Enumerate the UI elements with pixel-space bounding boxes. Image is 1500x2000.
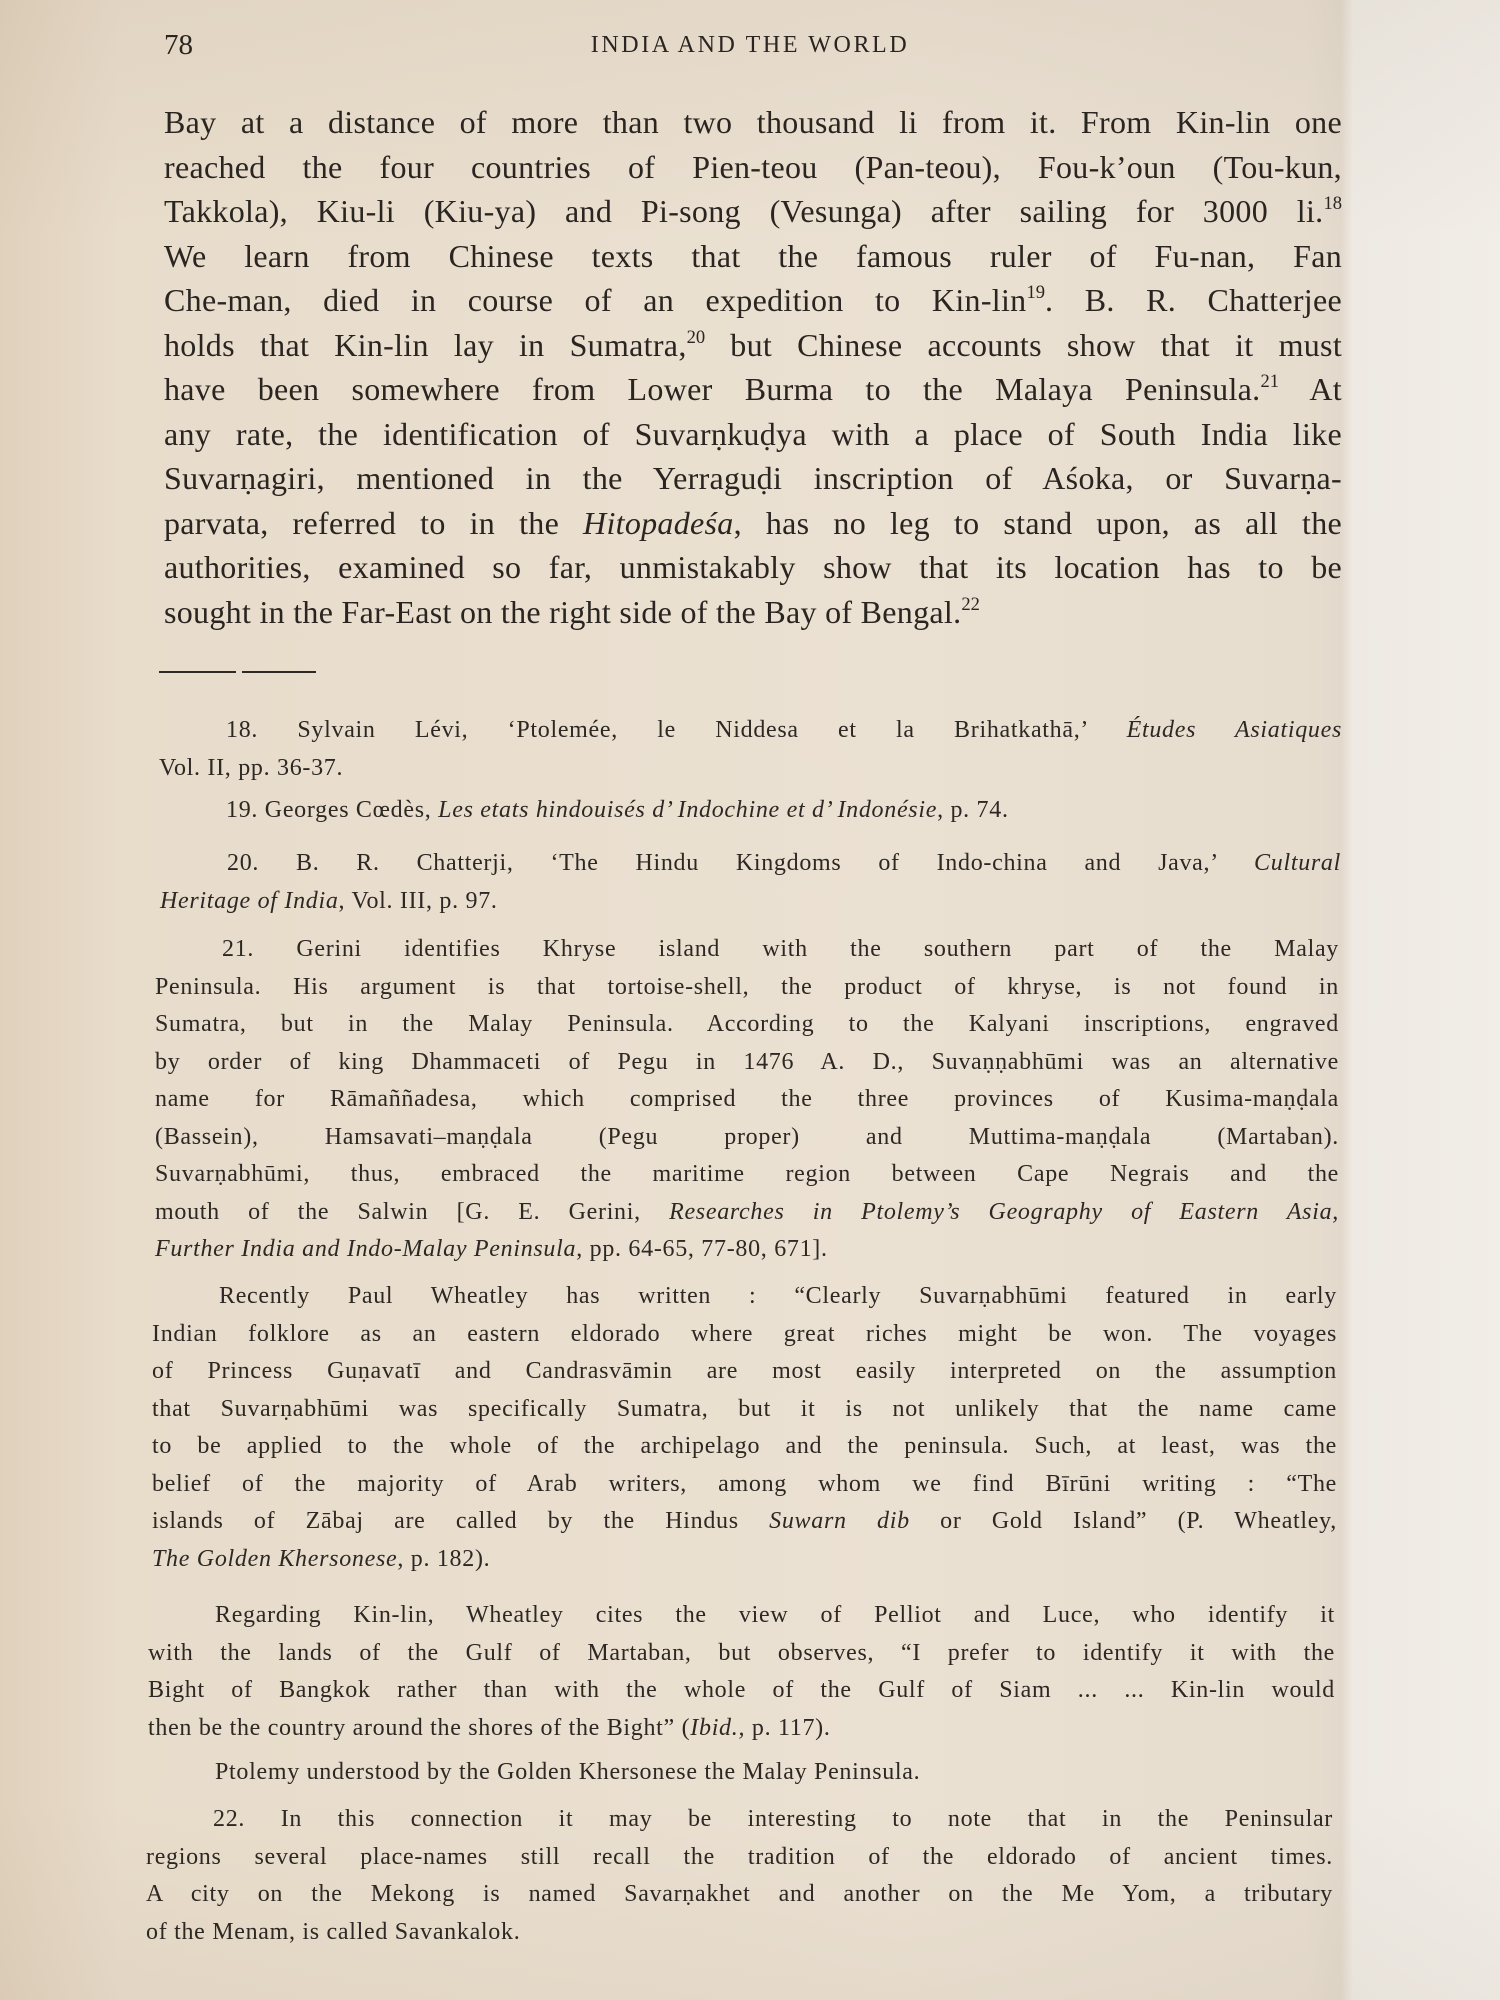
text-line xyxy=(155,1006,1339,1044)
text-line xyxy=(155,1119,1339,1157)
text-segment: At xyxy=(1279,371,1342,407)
text-line xyxy=(148,1710,1335,1748)
footnote-reference: 18 xyxy=(1323,193,1342,215)
footnote-18 xyxy=(159,712,1342,787)
text-segment: have been somewhere from Lower Burma to the Malaya Peninsula. xyxy=(164,371,1261,407)
text-segment: Che-man, died in course of an expedition to Kin-lin xyxy=(164,282,1027,318)
text-segment: Suvarṇabhūmi, thus, embraced the maritime region between Cape Negrais and the xyxy=(155,1161,1339,1187)
italic-text: Suwarn dib xyxy=(769,1508,910,1534)
text-line xyxy=(164,234,1342,279)
text-segment: We learn from Chinese texts that the famous ruler of Fu-nan, Fan xyxy=(164,237,1342,274)
text-line xyxy=(164,323,1342,368)
text-segment: name for Rāmaññadesa, which comprised the three provinces of Kusima-maṇḍala xyxy=(155,1086,1339,1112)
running-title: INDIA AND THE WORLD xyxy=(590,32,910,58)
text-segment: Vol. II, pp. 36-37. xyxy=(159,754,344,781)
text-segment: reached the four countries of Pien-teou (Pan-teou), Fou-k’oun (Tou-kun, xyxy=(164,148,1342,185)
text-segment: , p. 74. xyxy=(937,797,1009,823)
footnote-rule-left xyxy=(159,671,236,673)
text-segment: 19. Georges Cœdès, xyxy=(226,797,439,823)
text-segment: 20. B. R. Chatterji, ‘The Hindu Kingdoms of Indo-china and Java,’ xyxy=(227,850,1255,876)
footnote-19 xyxy=(159,792,1342,830)
text-segment: of Princess Guṇavatī and Candrasvāmin are most easily interpreted on the assumption xyxy=(152,1358,1337,1384)
text-segment: authorities, examined so far, unmistakably show that its location has to be xyxy=(164,549,1342,585)
footnote-reference: 20 xyxy=(686,326,706,348)
italic-text: The Golden Khersonese xyxy=(152,1545,398,1572)
text-line xyxy=(160,883,1341,921)
text-line xyxy=(159,712,1342,750)
text-segment: A city on the Mekong is named Savarṇakhet and another on the Me Yom, a tributary xyxy=(146,1881,1333,1907)
text-segment: Takkola), Kiu-li (Kiu-ya) and Pi-song (Vesunga) after sailing for 3000 li. xyxy=(164,193,1324,229)
text-line xyxy=(146,1801,1333,1839)
text-line xyxy=(152,1428,1337,1466)
text-line xyxy=(152,1391,1337,1429)
italic-text: Hitopadeśa xyxy=(583,504,734,541)
text-segment: Ptolemy understood by the Golden Khersonese the Malay Peninsula. xyxy=(215,1759,921,1785)
text-segment: holds that Kin-lin lay in Sumatra, xyxy=(164,326,687,363)
text-line xyxy=(146,1914,1333,1952)
text-line xyxy=(159,792,1342,830)
text-line xyxy=(164,412,1342,457)
text-line xyxy=(164,501,1342,546)
footnote-reference: 19 xyxy=(1026,282,1045,304)
text-line xyxy=(146,1876,1333,1914)
text-segment: to be applied to the whole of the archipelago and the peninsula. Such, at least, was the xyxy=(152,1433,1337,1459)
text-segment: then be the country around the shores of the Bight” ( xyxy=(148,1714,691,1741)
text-line xyxy=(146,1839,1333,1877)
text-segment: , has no leg to stand upon, as all the xyxy=(733,504,1342,541)
text-line xyxy=(155,1194,1339,1232)
text-segment: 21. Gerini identifies Khryse island with the southern part of the Malay xyxy=(222,936,1339,962)
text-line xyxy=(155,1081,1339,1119)
footnote-rule-right xyxy=(242,671,316,673)
italic-text: Heritage of India xyxy=(160,887,339,914)
body-paragraph xyxy=(164,100,1342,634)
text-line xyxy=(160,845,1341,883)
text-line xyxy=(155,969,1339,1007)
text-segment: mouth of the Salwin [G. E. Gerini, xyxy=(155,1198,670,1225)
text-segment: Peninsula. His argument is that tortoise-shell, the product of khryse, is not found in xyxy=(155,973,1339,1000)
text-segment: Bight of Bangkok rather than with the whole of the Gulf of Siam ... ... Kin-lin would xyxy=(148,1677,1335,1703)
text-line xyxy=(148,1672,1335,1710)
text-line xyxy=(164,189,1342,234)
text-segment: Indian folklore as an eastern eldorado where great riches might be won. The voyages xyxy=(152,1320,1337,1347)
text-line xyxy=(152,1278,1337,1316)
text-segment: any rate, the identification of Suvarṇkuḍya with a place of South India like xyxy=(164,415,1342,452)
text-line xyxy=(159,750,1342,788)
text-line xyxy=(164,278,1342,323)
italic-text: Les etats hindouisés d’ Indochine et d’ Indonésie xyxy=(438,797,938,823)
text-line xyxy=(155,931,1339,969)
text-segment: islands of Zābaj are called by the Hindus xyxy=(152,1508,770,1534)
text-segment: regions several place-names still recall the tradition of the eldorado of ancient times. xyxy=(146,1843,1333,1870)
text-segment: or Gold Island” (P. Wheatley, xyxy=(909,1508,1337,1534)
text-line xyxy=(152,1541,1337,1579)
text-line xyxy=(164,100,1342,145)
text-segment: Regarding Kin-lin, Wheatley cites the view of Pelliot and Luce, who identify it xyxy=(215,1602,1335,1628)
text-segment: by order of king Dhammaceti of Pegu in 1476 A. D., Suvaṇṇabhūmi was an alternative xyxy=(155,1048,1339,1075)
text-segment: , p. 182). xyxy=(397,1545,491,1572)
text-segment: Bay at a distance of more than two thousand li from it. From Kin-lin one xyxy=(164,104,1342,140)
text-segment: 22. In this connection it may be interesting to note that in the Peninsular xyxy=(213,1806,1333,1832)
footnote-reference: 22 xyxy=(961,593,980,615)
text-segment: belief of the majority of Arab writers, among whom we find Bīrūni writing : “The xyxy=(152,1470,1337,1497)
text-segment: parvata, referred to in the xyxy=(164,504,584,541)
italic-text: Cultural xyxy=(1254,850,1341,876)
footnote-reference: 21 xyxy=(1260,371,1280,393)
page-number: 78 xyxy=(164,29,193,61)
italic-text: Researches in Ptolemy’s Geography of Eastern Asia, xyxy=(669,1198,1339,1225)
text-line xyxy=(155,1044,1339,1082)
text-segment: , pp. 64-65, 77-80, 671]. xyxy=(576,1236,828,1262)
text-segment: (Bassein), Hamsavati–maṇḍala (Pegu proper) and Muttima-maṇḍala (Martaban). xyxy=(155,1123,1339,1150)
text-line xyxy=(152,1503,1337,1541)
text-line xyxy=(148,1754,1335,1792)
footnote-21 xyxy=(155,931,1339,1269)
text-line xyxy=(152,1316,1337,1354)
text-segment: sought in the Far-East on the right side of the Bay of Bengal. xyxy=(164,593,962,630)
text-line xyxy=(148,1635,1335,1673)
italic-text: Ibid., xyxy=(690,1714,746,1741)
text-segment: , Vol. III, p. 97. xyxy=(338,887,498,914)
text-line xyxy=(155,1156,1339,1194)
text-line xyxy=(152,1466,1337,1504)
text-segment: Suvarṇagiri, mentioned in the Yerraguḍi inscription of Aśoka, or Suvarṇa- xyxy=(164,460,1342,496)
text-line xyxy=(164,367,1342,412)
text-segment: Recently Paul Wheatley has written : “Clearly Suvarṇabhūmi featured in early xyxy=(219,1283,1337,1309)
text-line xyxy=(164,545,1342,590)
text-segment: Sumatra, but in the Malay Peninsula. According to the Kalyani inscriptions, engraved xyxy=(155,1011,1339,1037)
text-segment: . B. R. Chatterjee xyxy=(1045,282,1342,318)
footnote-22 xyxy=(146,1801,1333,1951)
footnote-20 xyxy=(160,845,1341,920)
text-segment: 18. Sylvain Lévi, ‘Ptolemée, le Niddesa et la Brihatkathā,’ xyxy=(226,717,1127,743)
text-line xyxy=(148,1597,1335,1635)
text-segment: that Suvarṇabhūmi was specifically Sumatra, but it is not unlikely that the name came xyxy=(152,1395,1337,1422)
footnote-21-kin-lin-paragraph xyxy=(148,1597,1335,1747)
text-segment: but Chinese accounts show that it must xyxy=(705,326,1343,363)
text-segment: with the lands of the Gulf of Martaban, but observes, “I prefer to identify it with the xyxy=(148,1639,1335,1666)
footnote-21-ptolemy-paragraph xyxy=(148,1754,1335,1792)
footnote-21-wheatley-paragraph xyxy=(152,1278,1337,1578)
italic-text: Études Asiatiques xyxy=(1126,717,1342,743)
text-segment: of the Menam, is called Savankalok. xyxy=(146,1918,521,1945)
italic-text: Further India and Indo-Malay Peninsula xyxy=(155,1236,577,1262)
text-line xyxy=(155,1231,1339,1269)
text-line xyxy=(164,590,1342,635)
text-line xyxy=(164,145,1342,190)
text-segment: p. 117). xyxy=(745,1714,831,1741)
text-line xyxy=(152,1353,1337,1391)
text-line xyxy=(164,456,1342,501)
